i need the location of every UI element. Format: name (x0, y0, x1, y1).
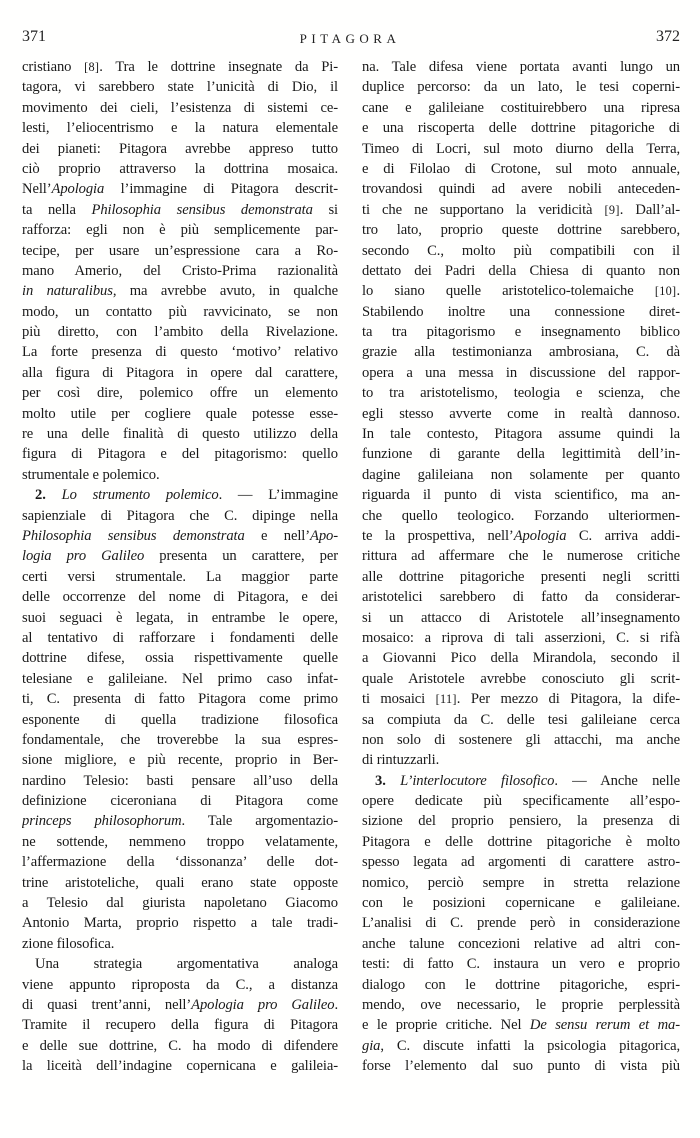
text-line: opera a una messa in discussione del rappor- (362, 364, 680, 381)
text-line: zione filosofica. (22, 935, 115, 952)
text-line: ti, C. presenta di fatto Pitagora come primo (22, 691, 338, 708)
text-line: dialogo con le dottrine pitagoriche, espri- (362, 976, 680, 993)
text-line: sizione del proprio pensiero, la presenza di (362, 813, 680, 830)
page-number-right: 372 (656, 28, 680, 45)
text-line: sione migliore, e più recente, proprio in Ber- (22, 752, 338, 769)
text-line: forse l’elemento dal suo punto di vista più (362, 1058, 680, 1075)
text-line: ta nella Philosophia sensibus demonstrata si (22, 201, 338, 218)
text-line: re una delle finalità di questo utilizzo della (22, 426, 338, 443)
text-line: delle occorrenze del nome di Pitagora, e dei (22, 589, 338, 606)
text-line: riguarda il punto di vista scientifico, ma an- (362, 487, 680, 504)
text-line: viene appunto riproposta da C., a distanza (22, 976, 338, 993)
left-column (22, 57, 338, 1077)
text-line: dottrine difese, ossia rispettivamente quelle (22, 650, 338, 667)
text-line: a Giovanni Pico della Mirandola, secondo il (362, 650, 680, 667)
text-line: La forte presenza di questo ‘motivo’ relativo (22, 344, 338, 361)
text-line: si un attacco di Aristotele all’insegnamento (362, 609, 680, 626)
text-line: duplice percorso: da un lato, le tesi coperni- (362, 79, 680, 96)
text-line: cristiano [8]. Tra le dottrine insegnate da Pi- (22, 59, 338, 75)
text-line: lesti, l’eliocentrismo e la natura elementale (22, 120, 338, 137)
text-line: grazie alla testimonianza ambrosiana, C. dà (362, 344, 680, 361)
text-line: ne sottende, nemmeno troppo velatamente, (22, 833, 338, 850)
text-line: e di Filolao di Crotone, sul moto annuale, (362, 160, 680, 177)
text-line: lo siano quelle aristotelico-tolemaiche [10]. (362, 283, 680, 300)
text-line: Stabilendo inoltre una connessione diret- (362, 303, 680, 320)
text-line: Tramite il recupero della figura di Pitagora (22, 1017, 338, 1034)
text-line: movimento dei cieli, l’esistenza di sistemi ce- (22, 99, 338, 116)
text-line: sapienziale di Pitagora che C. dipinge nella (22, 507, 338, 524)
page-number-left: 371 (22, 28, 46, 45)
text-line: na. Tale difesa viene portata avanti lungo un (362, 59, 680, 75)
text-line: di quasi trent’anni, nell’Apologia pro Galileo. (22, 996, 338, 1013)
text-line: trine aristoteliche, quali erano state opposte (22, 874, 338, 891)
text-line: la liceità dell’indagine copernicana e galileia- (22, 1058, 338, 1075)
text-line: non solo di sostenere gli attacchi, ma anche (362, 731, 680, 748)
text-line: alla figura di Pitagora in opere dal carattere, (22, 364, 338, 381)
text-line: in naturalibus, ma avrebbe avuto, in qualche (22, 283, 338, 300)
text-line: Pitagora e delle dottrine pitagoriche è molto (362, 833, 680, 850)
running-title: PITAGORA (299, 31, 401, 46)
text-line: princeps philosophorum. Tale argomentazio- (22, 813, 338, 830)
text-line: In tale contesto, Pitagora assume quindi la (362, 426, 680, 443)
text-line: dei pianeti: Pitagora avrebbe appreso tutto (22, 140, 338, 157)
text-line: suoi seguaci è legata, in entrambe le opere, (22, 609, 338, 626)
text-line: a Telesio dal giurista napoletano Giacomo (22, 895, 338, 912)
text-line: L’analisi di C. prende però in considerazione (362, 915, 680, 932)
text-line: fondamentale, che troverebbe la sua espres- (22, 731, 338, 748)
text-line: ti mosaici [11]. Per mezzo di Pitagora, la dife- (362, 691, 680, 708)
text-line: mano Amerio, del Cristo-Prima razionalità (22, 262, 338, 279)
text-line: to tra aristotelismo, teologia e scienza, che (362, 385, 680, 402)
text-line: funzione di garante della legittimità dell’in- (362, 446, 680, 463)
text-line: mendo, ove necessario, le proprie perplessità (362, 996, 680, 1013)
text-line: telesiane e galileiane. Nel primo caso infat- (22, 670, 338, 687)
text-line: Antonio Marta, proprio rispetto a tale tradi- (22, 915, 338, 932)
text-line: dagine galileiana non solamente per quanto (362, 466, 680, 483)
text-line: 3. L’interlocutore filosofico. — Anche nelle (375, 772, 680, 789)
text-line: Una strategia argomentativa analoga (35, 956, 338, 973)
text-line: e delle sue dottrine, C. ha modo di difendere (22, 1037, 338, 1054)
text-line: strumentale e polemico. (22, 466, 160, 483)
text-line: molto utile per cogliere quale potesse esse- (22, 405, 338, 422)
text-line: più diretto, con l’ambito della Rivelazione. (22, 324, 338, 341)
text-line: mosaico: a riprova di tali asserzioni, C. si rifà (362, 629, 680, 646)
text-line: alle dottrine pitagoriche presenti negli scritti (362, 568, 680, 585)
text-line: aristotelici sarebbero di fatto da considerar- (362, 589, 680, 606)
text-line: e le proprie critiche. Nel De sensu rerum et ma- (362, 1017, 680, 1034)
text-line: quale Aristotele avrebbe conosciuto gli scrit- (362, 670, 680, 687)
text-line: 2. Lo strumento polemico. — L’immagine (35, 487, 338, 504)
text-line: con le posizioni copernicane e galileiane. (362, 895, 680, 912)
text-line: secondo C., molto più compatibili con il (362, 242, 680, 259)
text-line: che quello teologico. Forzando ulteriormen- (362, 507, 680, 524)
text-line: certi versi strumentale. La maggior parte (22, 568, 338, 585)
text-line: l’affermazione della ‘dissonanza’ delle dot- (22, 854, 338, 871)
text-line: di rintuzzarli. (362, 752, 440, 769)
text-line: gia, C. discute infatti la psicologia pitagorica, (362, 1037, 680, 1054)
text-line: trovandosi quindi ad avere nobili anteceden- (362, 181, 680, 198)
text-line: dettato dei Padri della Chiesa di quanto non (362, 262, 680, 279)
text-line: ciò proprio attraverso la dottrina mosaica. (22, 160, 338, 177)
text-line: egli stesso avverte come in realtà dannoso. (362, 405, 680, 422)
text-line: figura di Pitagora e del pitagorismo: quello (22, 446, 338, 463)
text-line: definizione ciceroniana di Pitagora come (22, 793, 338, 810)
text-line: e una riscoperta delle dottrine pitagoriche di (362, 120, 680, 137)
text-line: sa compiuta da C. delle tesi galileiane cerca (362, 711, 680, 728)
text-line: tro lato, proprio queste dottrine sarebbero, (362, 222, 680, 239)
text-line: per così dire, polemico offre un elemento (22, 385, 338, 402)
text-line: modo, un contatto più ravvicinato, se non (22, 303, 338, 320)
text-line: ti che ne supportano la veridicità [9]. Dall’al- (362, 201, 680, 218)
text-line: anche talune concezioni relative ad altri con- (362, 935, 680, 952)
text-line: spesso legata ad argomenti di carattere astro- (362, 854, 680, 871)
text-line: rafforza: egli non è più semplicemente par- (22, 222, 338, 239)
text-line: rittura ad affermare che le numerose critiche (362, 548, 680, 565)
page-header (0, 0, 700, 56)
text-line: logia pro Galileo presenta un carattere, per (22, 548, 338, 565)
text-line: tecipe, per usare un’espressione cara a Ro- (22, 242, 338, 259)
text-line: testi: di fatto C. instaura un vero e proprio (362, 956, 680, 973)
text-line: esponente di quella tradizione filosofica (22, 711, 338, 728)
text-line: Nell’Apologia l’immagine di Pitagora descrit- (22, 181, 338, 198)
text-line: al tentativo di rafforzare i fondamenti delle (22, 629, 338, 646)
text-line: nardino Telesio: basti pensare all’uso della (22, 772, 338, 789)
text-line: tagora, vi sarebbero state l’unicità di Dio, il (22, 79, 338, 96)
text-line: opere dedicate più specificamente all’espo- (362, 793, 680, 810)
text-line: Philosophia sensibus demonstrata e nell’Apo- (22, 527, 338, 544)
text-line: nomico, perciò sempre in stretta relazione (362, 874, 680, 891)
text-line: te la prospettiva, nell’Apologia C. arriva addi- (362, 527, 680, 544)
right-column (362, 57, 680, 1077)
text-line: cane e galileiane costituirebbero una ripresa (362, 99, 680, 116)
text-line: ta tra pitagorismo e insegnamento biblico (362, 324, 680, 341)
text-line: Timeo di Locri, sul moto diurno della Terra, (362, 140, 680, 157)
